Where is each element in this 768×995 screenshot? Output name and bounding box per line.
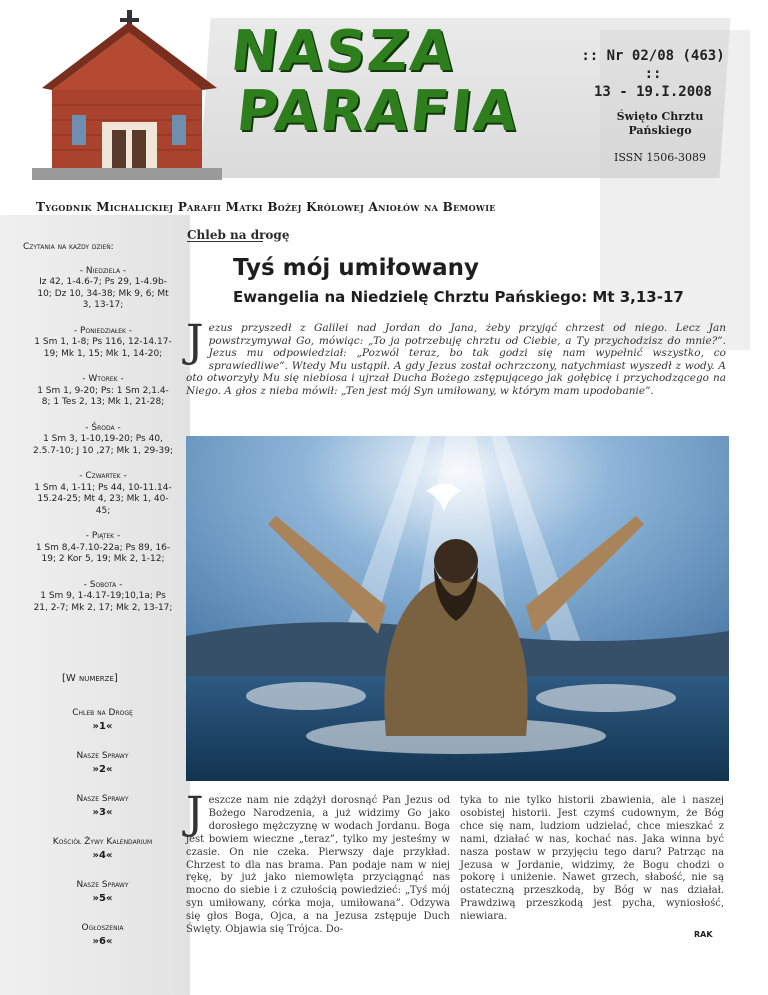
reading-day: - Piątek - xyxy=(85,531,121,541)
issue-dates: 13 - 19.I.2008 xyxy=(593,84,712,100)
reading-text: 1 Sm 3, 1-10,19-20; Ps 40, 2.5.7-10; J 10 ,27; Mk 1, 29-39; xyxy=(33,434,173,456)
church-illustration xyxy=(32,10,222,180)
daily-readings-heading: Czytania na każdy dzień: xyxy=(23,242,114,252)
section-label: Chleb na drogę xyxy=(187,228,290,242)
article-subheadline: Ewangelia na Niedzielę Chrztu Pańskiego: Mt 3,13-17 xyxy=(233,288,684,306)
reading-item xyxy=(33,326,173,361)
reading-text: 1 Sm 8,4-7.10-22a; Ps 89, 16-19; 2 Kor 5, 19; Mk 2, 1-12; xyxy=(35,542,171,564)
article-column-2-text: tyka to nie tylko historii zbawienia, ale i naszej osobistej historii. Jest czymś cudownym, że Bóg chce się nam, ludziom udzielać, chce mieszkać z nami, działać w nas, kochać nas. Jaka winna być nasza postaw w przyjęciu tego daru? Patrząc na Jezusa w Jordanie, widzimy, że Bogu chodzi o pokorę i uniżenie. Nawet grzech, słabość, nie są ostateczną przeszkodą, by Bóg w nas działał. Prawdziwą przeszkodą jest pycha, wyniosłość, niewiara. xyxy=(460,795,724,923)
feast-name xyxy=(590,110,730,138)
toc-item-page: »4« xyxy=(92,850,113,861)
issue-info xyxy=(573,47,733,101)
gospel-body: ezus przyszedł z Galilei nad Jordan do Jana, żeby przyjąć chrzest od niego. Lecz Jan powstrzymywał Go, mówiąc: „To ja potrzebuję chrztu od Ciebie, a Ty przychodzisz do mnie?”. Jezus mu odpowiedział: „Pozwól teraz, bo tak godzi się nam wypełnić wszystko, co sprawiedliwe”. Wtedy Mu ustąpił. A gdy Jezus został ochrzczony, natychmiast wyszedł z wody. A oto otworzyły Mu się niebiosa i ujrzał Ducha Bożego zstępującego jak gołębicę i przychodzącego na Niego. A głos z nieba mówił: „Ten jest mój Syn umiłowany, w którym mam upodobanie”. xyxy=(186,322,726,397)
toc-item-page: »6« xyxy=(92,936,113,947)
reading-item xyxy=(33,531,173,566)
toc-item-title: Chleb na Drogę xyxy=(72,708,133,718)
article-column-1 xyxy=(186,788,450,937)
section-underline xyxy=(187,241,263,242)
toc-item-title: Nasze Sprawy xyxy=(76,751,129,761)
issue-number: :: Nr 02/08 (463) :: xyxy=(581,48,725,82)
toc-heading: [W numerze] xyxy=(62,673,118,684)
toc-item[interactable] xyxy=(40,749,165,777)
article-column-1-text: eszcze nam nie zdążył dorosnąć Pan Jezus od Bożego Narodzenia, a już widzimy Go jako dorosłego mężczyznę w wodach Jordanu. Boga jest bowiem wieczne „teraz”, tylko my jesteśmy w czasie. On nie czeka. Pierwszy daje przykład. Chrzest to dla nas brama. Pan podaje nam w niej rękę, by już jako niemowlęta przyciągnąć nas mocno do siebie i z czułością powiedzieć: „Tyś mój syn umiłowany, córka moja, umiłowana”. Odzywa się głos Boga, Ojca, a na Jezusa zstępuje Duch Święty. Objawia się Trójca. Do- xyxy=(186,795,450,936)
reading-item xyxy=(33,423,173,458)
toc-item-title: Ogłoszenia xyxy=(81,923,124,933)
reading-item xyxy=(33,374,173,409)
toc-item-page: »3« xyxy=(92,807,113,818)
masthead-title-line1: NASZA xyxy=(227,19,460,84)
reading-text: 1 Sm 1, 1-8; Ps 116, 12-14.17-19; Mk 1, 15; Mk 1, 14-20; xyxy=(34,337,172,359)
toc-item[interactable] xyxy=(40,921,165,949)
toc-item[interactable] xyxy=(40,792,165,820)
feast-line1: Święto Chrztu xyxy=(616,110,704,123)
gospel-text xyxy=(186,316,726,398)
toc-item[interactable] xyxy=(40,706,165,734)
reading-day: - Czwartek - xyxy=(79,471,127,481)
reading-text: 1 Sm 4, 1-11; Ps 44, 10-11.14-15.24-25; Mt 4, 23; Mk 1, 40-45; xyxy=(34,482,172,516)
reading-item xyxy=(33,580,173,615)
masthead-title-line2: PARAFIA xyxy=(233,79,523,144)
reading-day: - Poniedziałek - xyxy=(73,325,133,336)
author-signature: RAK xyxy=(694,930,713,939)
toc-item-title: Nasze Sprawy xyxy=(76,880,129,890)
article-column-2 xyxy=(460,795,724,924)
baptism-photo xyxy=(186,436,729,781)
reading-text: Iz 42, 1-4.6-7; Ps 29, 1-4.9b-10; Dz 10, 34-38; Mk 9, 6; Mt 3, 13-17; xyxy=(37,277,169,310)
feast-line2: Pańskiego xyxy=(628,124,692,137)
reading-item xyxy=(33,471,173,517)
article-drop-cap: J xyxy=(186,788,204,839)
toc-item-page: »5« xyxy=(92,893,113,904)
toc-item-page: »1« xyxy=(92,721,113,732)
issn: ISSN 1506-3089 xyxy=(613,151,707,164)
reading-day: - Środa - xyxy=(85,422,121,433)
reading-day: - Niedziela - xyxy=(79,265,127,276)
table-of-contents xyxy=(40,706,165,964)
toc-item-title: Nasze Sprawy xyxy=(76,794,129,804)
toc-item[interactable] xyxy=(40,878,165,906)
reading-text: 1 Sm 1, 9-20; Ps: 1 Sm 2,1.4-8; 1 Tes 2, 13; Mk 1, 21-28; xyxy=(37,385,169,407)
masthead-title xyxy=(222,19,529,144)
tagline: Tygodnik Michalickiej Parafii Matki Bożej Królowej Aniołów na Bemowie xyxy=(36,200,496,214)
reading-day: - Wtorek - xyxy=(82,374,124,384)
toc-item-title: Kościół Żywy Kalendarium xyxy=(52,837,153,847)
reading-day: - Sobota - xyxy=(83,579,123,590)
reading-item xyxy=(33,266,173,312)
gospel-drop-cap: J xyxy=(186,316,204,367)
daily-readings xyxy=(23,242,173,628)
toc-item-page: »2« xyxy=(92,764,113,775)
article-headline: Tyś mój umiłowany xyxy=(233,255,480,281)
reading-text: 1 Sm 9, 1-4.17-19;10,1a; Ps 21, 2-7; Mk 2, 17; Mk 2, 13-17; xyxy=(33,591,173,613)
toc-item[interactable] xyxy=(40,835,165,863)
